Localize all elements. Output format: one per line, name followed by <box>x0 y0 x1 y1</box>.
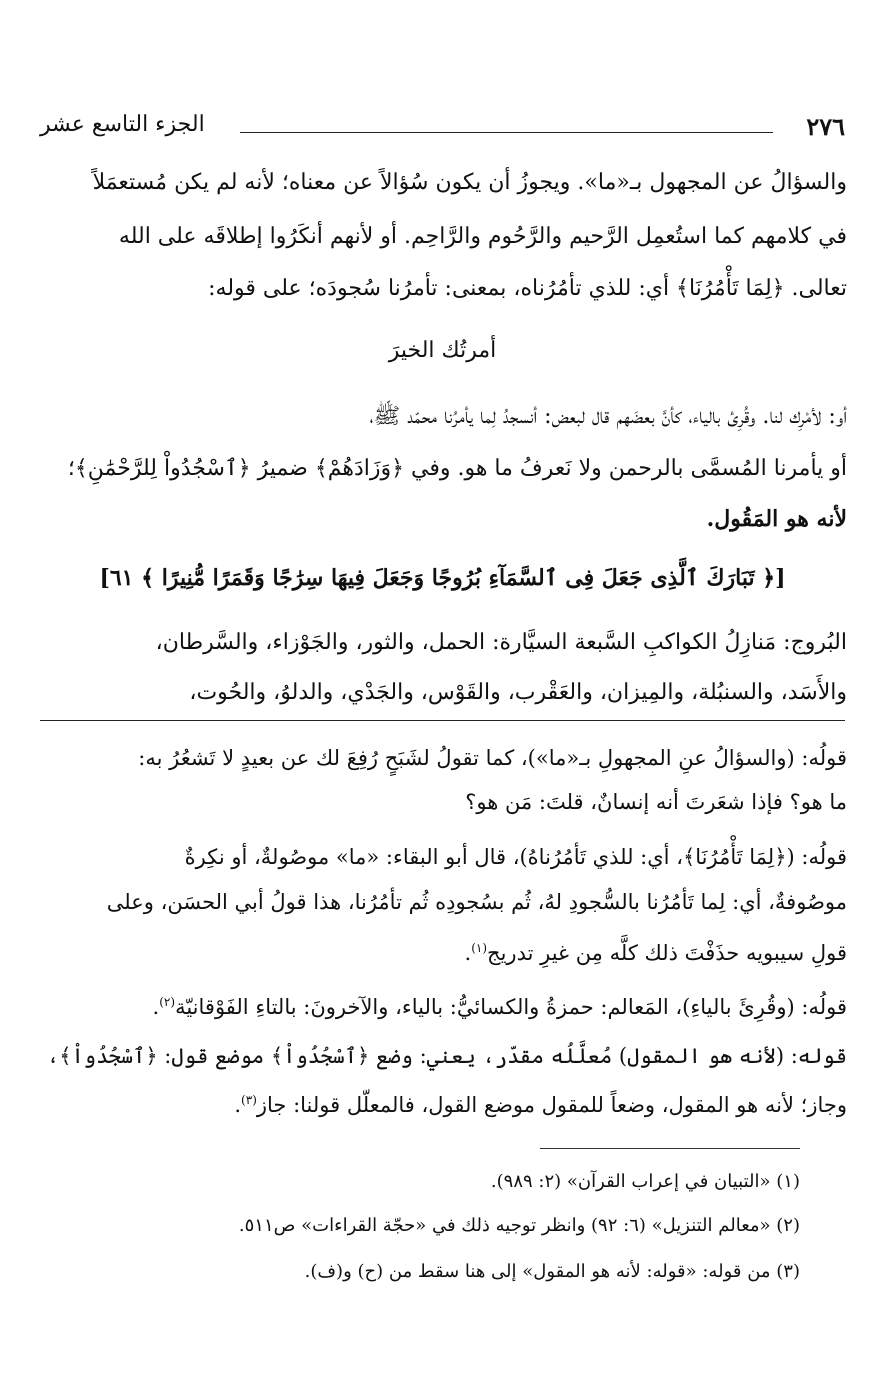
commentary-text: وجاز؛ لأنه هو المقول، وضعاً للمقول موضع القول، فالمعلّل قولنا: جاز <box>256 1093 847 1117</box>
main-line: تعالى. ﴿لِمَا تَأْمُرُنَا﴾ أي: للذي تأمُرُناه، بمعنى: تأمرُنا سُجودَه؛ على قوله: <box>208 276 847 301</box>
running-title: الجزء التاسع عشر <box>40 112 205 137</box>
quran-verse: [﴿ تَبَارَكَ ٱلَّذِى جَعَلَ فِى ٱلسَّمَآءِ بُرُوجًا وَجَعَلَ فِيهَا سِرَٰجًا وَقَمَرًا مُّنِيرًا ﴾ ٦١] <box>99 565 786 591</box>
footnote-ref: (٣) <box>241 1093 257 1107</box>
commentary-line: قوله: (لأنه هو المقول) مُعلَّلُه مقدّر، يعني: وضع ﴿ٱسْجُدُواْ﴾ موضع قول: ﴿ٱسْجُدُواْ﴾، <box>46 1044 847 1068</box>
commentary-text: قولِ سيبويه حذَفْتَ ذلك كلَّه مِن غيرِ تدريج <box>487 941 847 965</box>
commentary-line: قولُه: (والسؤالُ عنِ المجهولِ بـ«ما»)، كما تقولُ لشَبَحٍ رُفِعَ لك عن بعيدٍ لا تَشعُرُ به: <box>138 746 847 770</box>
main-line: أو يأمرنا المُسمَّى بالرحمن ولا نَعرفُ ما هو. وفي ﴿وَزَادَهُمْ﴾ ضميرُ ﴿ٱسْجُدُواْ لِلرَّحْمَٰنِ﴾؛ <box>67 456 847 481</box>
page-header <box>40 112 845 142</box>
header-rule <box>240 132 773 133</box>
footnote-ref: (٢) <box>159 995 176 1009</box>
page-number: ٢٧٦ <box>806 112 845 141</box>
main-line: البُروج: مَنازِلُ الكواكبِ السَّبعة السيَّارة: الحمل، والثور، والجَوْزاء، والسَّرطان، <box>155 630 847 655</box>
footnote-ref: (١) <box>471 941 488 955</box>
main-line: لأنه هو المَقُول. <box>706 506 847 532</box>
footnote: (٣) من قوله: «قوله: لأنه هو المقول» إلى هنا سقط من (ح) و(ف). <box>304 1261 800 1282</box>
commentary-line: قولُه: (وقُرِئَ بالياءِ)، المَعالم: حمزةُ والكسائيُّ: بالياء، والآخرونَ: بالتاءِ الفَوْقانيّة$^{(٢)}$. <box>152 995 847 1019</box>
commentary-text: قولُه: (وقُرِئَ بالياءِ)، المَعالم: حمزةُ والكسائيُّ: بالياء، والآخرونَ: بالتاءِ الفَوْقانيّة <box>175 995 847 1019</box>
footnote: (١) «التبيان في إعراب القرآن» (٢: ٩٨٩). <box>490 1171 800 1192</box>
main-line: في كلامهم كما استُعمِل الرَّحيم والرَّحُوم والرَّاحِم. أو لأنهم أنكَرُوا إطلاقَه على الله <box>118 224 847 249</box>
main-line: والأَسَد، والسنبُلة، والمِيزان، والعَقْرب، والقَوْس، والجَدْي، والدلوُ، والحُوت، <box>189 680 847 705</box>
poetry-line: أمرتُك الخيرَ <box>388 338 497 363</box>
commentary-line: موصُوفةٌ، أي: لِما تَأمُرُنا بالسُّجودِ لهُ، ثُم بسُجودِه ثُم تأمُرُنا، هذا قولُ أبي الحسَن، وعلى <box>106 890 847 914</box>
footnote: (٢) «معالم التنزيل» (٦: ٩٢) وانظر توجيه ذلك في «حجّة القراءات» ص٥١١. <box>238 1215 800 1236</box>
commentary-divider <box>40 720 845 721</box>
footnote-rule <box>540 1148 800 1149</box>
commentary-line: ما هو؟ فإذا شعَرتَ أنه إنسانٌ، قلتَ: مَن هو؟ <box>465 790 847 814</box>
main-line: أو: لأمْرِك لنا. وقُرِئ بالياء، كأنَّ بعضَهم قال لبعض: أنسجدُ لِما يأمرُنا محمّد ﷺ، <box>369 404 847 429</box>
commentary-line: قولِ سيبويه حذَفْتَ ذلك كلَّه مِن غيرِ تدريج$^{(١)}$. <box>464 941 847 965</box>
main-line: والسؤالُ عن المجهول بـ«ما». ويجوزُ أن يكون سُؤالاً عن معناه؛ لأنه لم يكن مُستعمَلاً <box>92 170 847 195</box>
commentary-line: قولُه: (﴿لِمَا تَأْمُرُنَا﴾، أي: للذي تَأمُرُناهُ)، قال أبو البقاء: «ما» موصُولةٌ، أو نكِرةٌ <box>184 845 847 869</box>
commentary-line: وجاز؛ لأنه هو المقول، وضعاً للمقول موضع القول، فالمعلّل قولنا: جاز$^{(٣)}$. <box>234 1093 847 1117</box>
